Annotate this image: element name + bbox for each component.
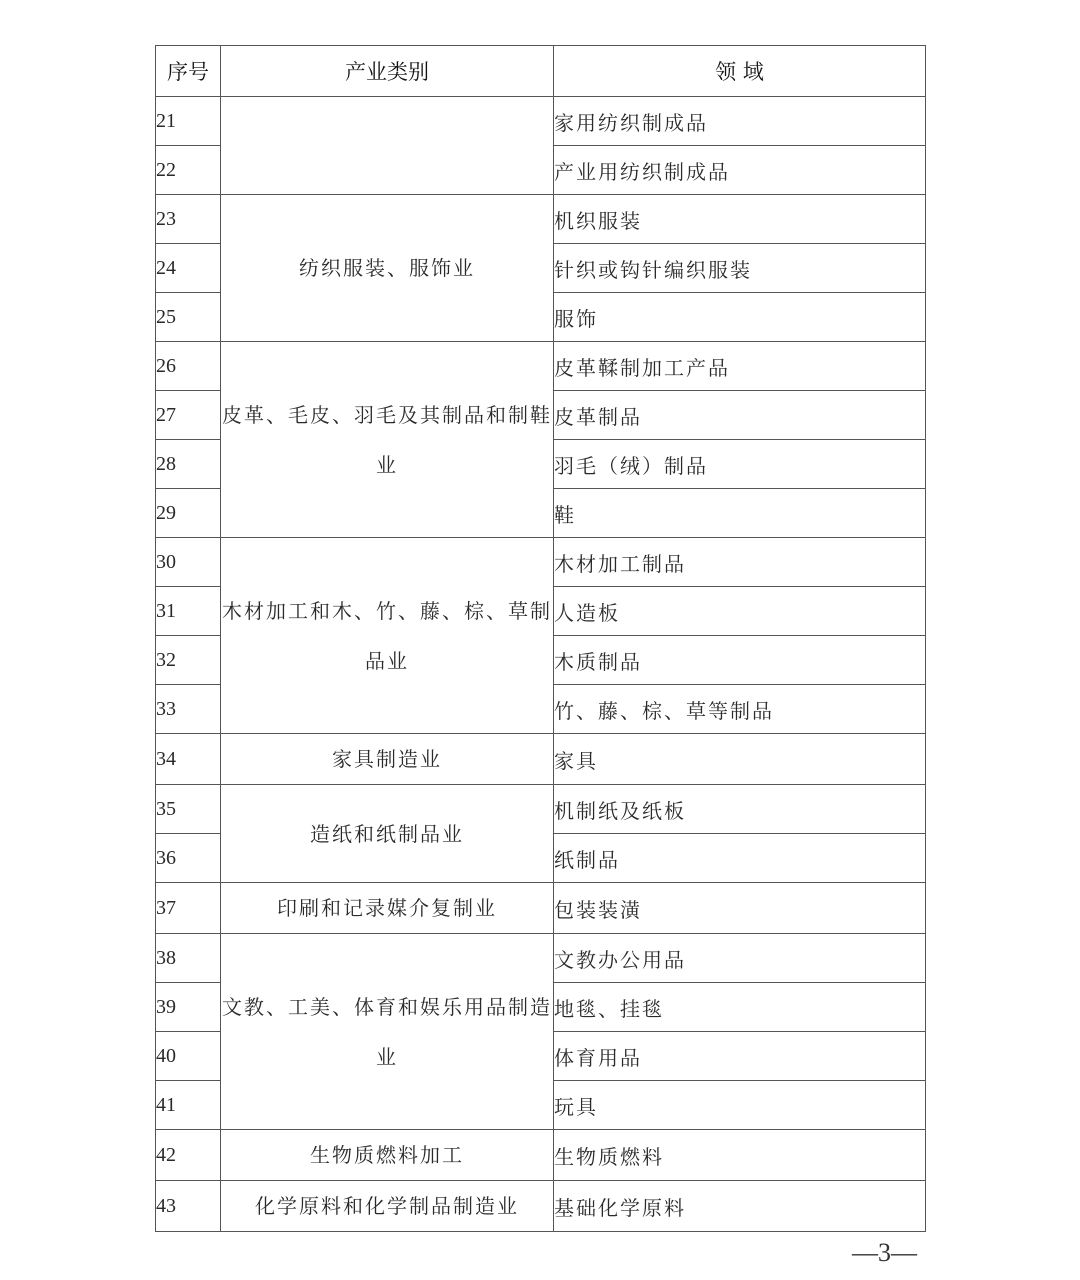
row-field: 地毯、挂毯 bbox=[554, 983, 926, 1032]
row-no: 23 bbox=[156, 195, 221, 244]
row-no: 37 bbox=[156, 883, 221, 934]
row-no: 32 bbox=[156, 636, 221, 685]
row-field: 纸制品 bbox=[554, 834, 926, 883]
row-no: 26 bbox=[156, 342, 221, 391]
row-field: 皮革鞣制加工产品 bbox=[554, 342, 926, 391]
header-category: 产业类别 bbox=[221, 46, 554, 97]
row-no: 42 bbox=[156, 1130, 221, 1181]
industry-table bbox=[155, 45, 926, 1232]
table-row bbox=[156, 342, 926, 391]
header-field: 领 域 bbox=[554, 46, 926, 97]
row-category bbox=[221, 97, 554, 195]
table-row bbox=[156, 734, 926, 785]
row-field: 产业用纺织制成品 bbox=[554, 146, 926, 195]
row-field: 羽毛（绒）制品 bbox=[554, 440, 926, 489]
row-category: 印刷和记录媒介复制业 bbox=[221, 883, 554, 934]
table-row bbox=[156, 934, 926, 983]
row-no: 34 bbox=[156, 734, 221, 785]
row-field: 服饰 bbox=[554, 293, 926, 342]
row-no: 21 bbox=[156, 97, 221, 146]
page-number: —3— bbox=[852, 1238, 917, 1267]
row-no: 27 bbox=[156, 391, 221, 440]
table-row bbox=[156, 1181, 926, 1232]
row-field: 基础化学原料 bbox=[554, 1181, 926, 1232]
table-row bbox=[156, 97, 926, 146]
table-row bbox=[156, 1130, 926, 1181]
row-no: 39 bbox=[156, 983, 221, 1032]
row-field: 玩具 bbox=[554, 1081, 926, 1130]
row-field: 木材加工制品 bbox=[554, 538, 926, 587]
row-no: 36 bbox=[156, 834, 221, 883]
row-no: 22 bbox=[156, 146, 221, 195]
row-field: 皮革制品 bbox=[554, 391, 926, 440]
row-category: 造纸和纸制品业 bbox=[221, 785, 554, 883]
row-no: 35 bbox=[156, 785, 221, 834]
row-category: 纺织服装、服饰业 bbox=[221, 195, 554, 342]
row-field: 机织服装 bbox=[554, 195, 926, 244]
row-category: 文教、工美、体育和娱乐用品制造业 bbox=[221, 934, 554, 1130]
row-field: 针织或钩针编织服装 bbox=[554, 244, 926, 293]
header-no: 序号 bbox=[156, 46, 221, 97]
row-category: 皮革、毛皮、羽毛及其制品和制鞋业 bbox=[221, 342, 554, 538]
row-field: 包装装潢 bbox=[554, 883, 926, 934]
row-no: 31 bbox=[156, 587, 221, 636]
row-no: 43 bbox=[156, 1181, 221, 1232]
row-field: 机制纸及纸板 bbox=[554, 785, 926, 834]
row-no: 40 bbox=[156, 1032, 221, 1081]
row-no: 28 bbox=[156, 440, 221, 489]
table-row bbox=[156, 883, 926, 934]
row-field: 文教办公用品 bbox=[554, 934, 926, 983]
row-no: 30 bbox=[156, 538, 221, 587]
row-category: 木材加工和木、竹、藤、棕、草制品业 bbox=[221, 538, 554, 734]
row-category: 化学原料和化学制品制造业 bbox=[221, 1181, 554, 1232]
row-field: 人造板 bbox=[554, 587, 926, 636]
row-category: 家具制造业 bbox=[221, 734, 554, 785]
row-category: 生物质燃料加工 bbox=[221, 1130, 554, 1181]
row-field: 木质制品 bbox=[554, 636, 926, 685]
row-field: 家用纺织制成品 bbox=[554, 97, 926, 146]
table-header-row bbox=[156, 46, 926, 97]
row-no: 29 bbox=[156, 489, 221, 538]
row-field: 体育用品 bbox=[554, 1032, 926, 1081]
table-row bbox=[156, 538, 926, 587]
row-field: 竹、藤、棕、草等制品 bbox=[554, 685, 926, 734]
table-row bbox=[156, 785, 926, 834]
row-no: 38 bbox=[156, 934, 221, 983]
row-field: 家具 bbox=[554, 734, 926, 785]
row-field: 鞋 bbox=[554, 489, 926, 538]
row-field: 生物质燃料 bbox=[554, 1130, 926, 1181]
row-no: 33 bbox=[156, 685, 221, 734]
table-row bbox=[156, 195, 926, 244]
row-no: 41 bbox=[156, 1081, 221, 1130]
row-no: 24 bbox=[156, 244, 221, 293]
row-no: 25 bbox=[156, 293, 221, 342]
